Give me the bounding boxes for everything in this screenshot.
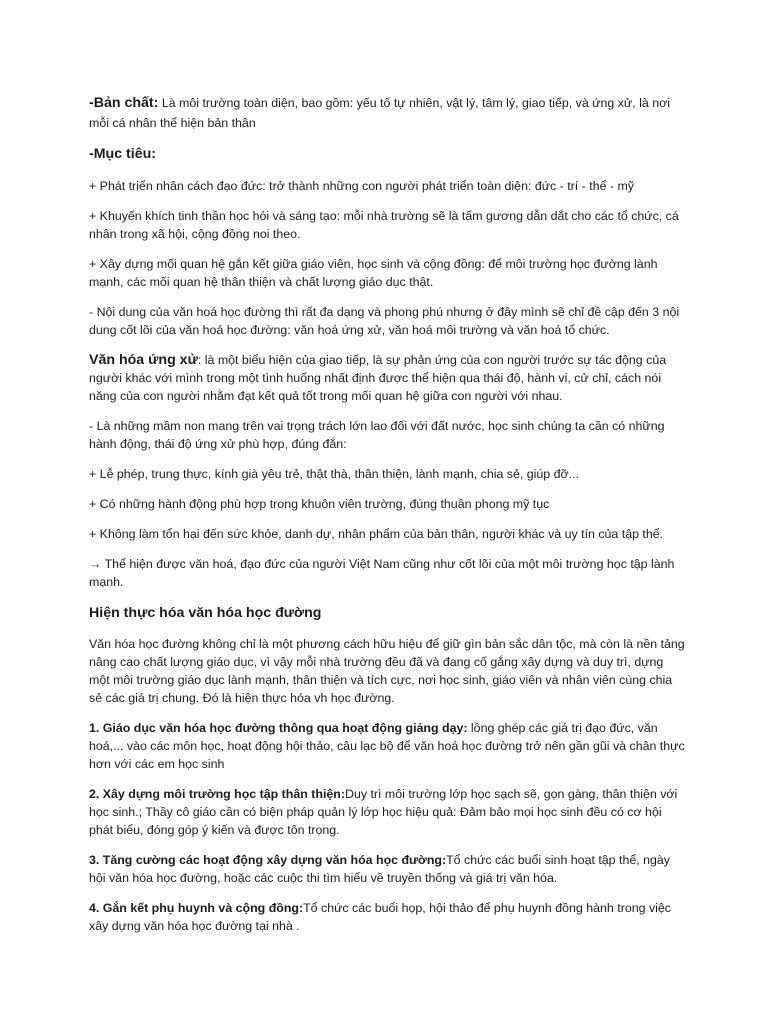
- ban-chat-text: Là môi trường toàn diện, bao gồm: yếu tố tự nhiên, vật lý, tâm lý, giao tiếp, và ứng xử, là nơi mỗi cá nhân thể hiện bản thân: [89, 96, 670, 130]
- item-1-label: 1. Giáo dục văn hóa học đường thông qua hoạt động giảng dạy:: [89, 721, 468, 735]
- muc-tieu-item-3: + Xây dựng mối quan hệ gắn kết giữa giáo viên, học sinh và cộng đồng: để môi trường học đường lành mạnh, các mối quan hệ thân thiện và chất lượng giáo dục thật.: [89, 257, 658, 289]
- hien-thuc-hoa-intro: Văn hóa học đường không chỉ là một phương cách hữu hiệu để giữ gìn bản sắc dân tộc, mà còn là nền tảng nâng cao chất lượng giáo dục, vì vậy mỗi nhà trường đều đã và đang cố gắng xây dựng và duy trì, dựng một môi trường giáo dục lành mạnh, thân thiện và tích cực, nơi học sinh, giáo viên và nhân viên cùng chia sẻ các giá trị chung. Đó là hiện thực hóa vh học đường.: [89, 637, 685, 705]
- hien-thuc-hoa-item-2: [89, 785, 685, 839]
- item-3-label: 3. Tăng cường các hoạt động xây dựng văn hóa học đường:: [89, 853, 447, 867]
- item-2-label: 2. Xây dựng môi trường học tập thân thiện:: [89, 787, 345, 801]
- item-1-text: lồng ghép các giá trị đạo đức, văn hoá,... vào các môn học, hoạt động hội thảo, câu lạc bộ để văn hoá học đường trở nên gần gũi và chân thực hơn với các em học sinh: [89, 721, 685, 771]
- muc-tieu-item-2: + Khuyến khích tinh thần học hỏi và sáng tạo: mỗi nhà trường sẽ là tấm gương dẫn dắt cho các tổ chức, cá nhân trong xã hội, cộng đồng noi theo.: [89, 209, 679, 241]
- ung-xu-item-4: + Không làm tổn hại đến sức khỏe, danh dự, nhân phẩm của bản thân, người khác và uy tín của tập thể.: [89, 527, 664, 541]
- van-hoa-ung-xu-paragraph: [89, 351, 685, 405]
- muc-tieu-heading: -Mục tiêu:: [89, 146, 156, 162]
- ung-xu-conclusion: → Thể hiện được văn hoá, đạo đức của người Việt Nam cũng như cốt lõi của một môi trường học tập lành mạnh.: [89, 557, 675, 589]
- hien-thuc-hoa-item-1: [89, 719, 685, 773]
- item-3-text: Tổ chức các buổi sinh hoạt tập thể, ngày hội văn hóa học đường, hoặc các cuộc thi tìm hiểu về truyền thống và giá trị văn hóa.: [89, 853, 670, 885]
- hien-thuc-hoa-item-3: [89, 851, 685, 887]
- item-4-label: 4. Gắn kết phụ huynh và cộng đồng:: [89, 901, 304, 915]
- ung-xu-item-2: + Lễ phép, trung thực, kính già yêu trẻ, thật thà, thân thiện, lành mạnh, chia sẻ, giúp đỡ...: [89, 467, 579, 481]
- ban-chat-label: -Bản chất:: [89, 95, 159, 111]
- hien-thuc-hoa-heading: Hiện thực hóa văn hóa học đường: [89, 605, 322, 621]
- item-4-text: Tổ chức các buổi họp, hội thảo để phụ huynh đồng hành trong việc xây dựng văn hóa học đường tại nhà .: [89, 901, 671, 933]
- ung-xu-item-3: + Có những hành động phù hợp trong khuôn viên trường, đúng thuần phong mỹ tục: [89, 497, 550, 511]
- van-hoa-ung-xu-label: Văn hóa ứng xử: [89, 352, 198, 368]
- item-2-text: Duy trì môi trường lớp học sạch sẽ, gọn gàng, thân thiện với học sinh.; Thầy cô giáo cần có biện pháp quản lý lớp học hiệu quả: Đảm bảo mọi học sinh đều có cơ hội phát biểu, đóng góp ý kiến và được tôn trọng.: [89, 787, 678, 837]
- document-body: [89, 93, 685, 935]
- ban-chat-paragraph: [89, 93, 685, 133]
- van-hoa-ung-xu-text: : là một biểu hiện của giao tiếp, là sự phản ứng của con người trước sự tác động của người khác với mình trong một tình huống nhất định được thể hiện qua thái độ, hành vi, cử chỉ, cách nói năng của con người nhằm đạt kết quả tốt trong mối quan hệ giữa con người với nhau.: [89, 353, 667, 403]
- noi-dung-paragraph: - Nội dung của văn hoá học đường thì rất đa dạng và phong phú nhưng ở đây mình sẽ chỉ đề cập đến 3 nội dung cốt lõi của văn hoá học đường: văn hoá ứng xử, văn hoá môi trường và văn hoá tổ chức.: [89, 305, 680, 337]
- muc-tieu-item-1: + Phát triển nhân cách đạo đức: trở thành những con người phát triển toàn diện: đức - trí - thể - mỹ: [89, 179, 635, 193]
- ung-xu-item-1: - Là những mầm non mang trên vai trọng trách lớn lao đối với đất nước, học sinh chúng ta cần có những hành động, thái độ ứng xử phù hợp, đúng đắn:: [89, 419, 665, 451]
- hien-thuc-hoa-item-4: [89, 899, 685, 935]
